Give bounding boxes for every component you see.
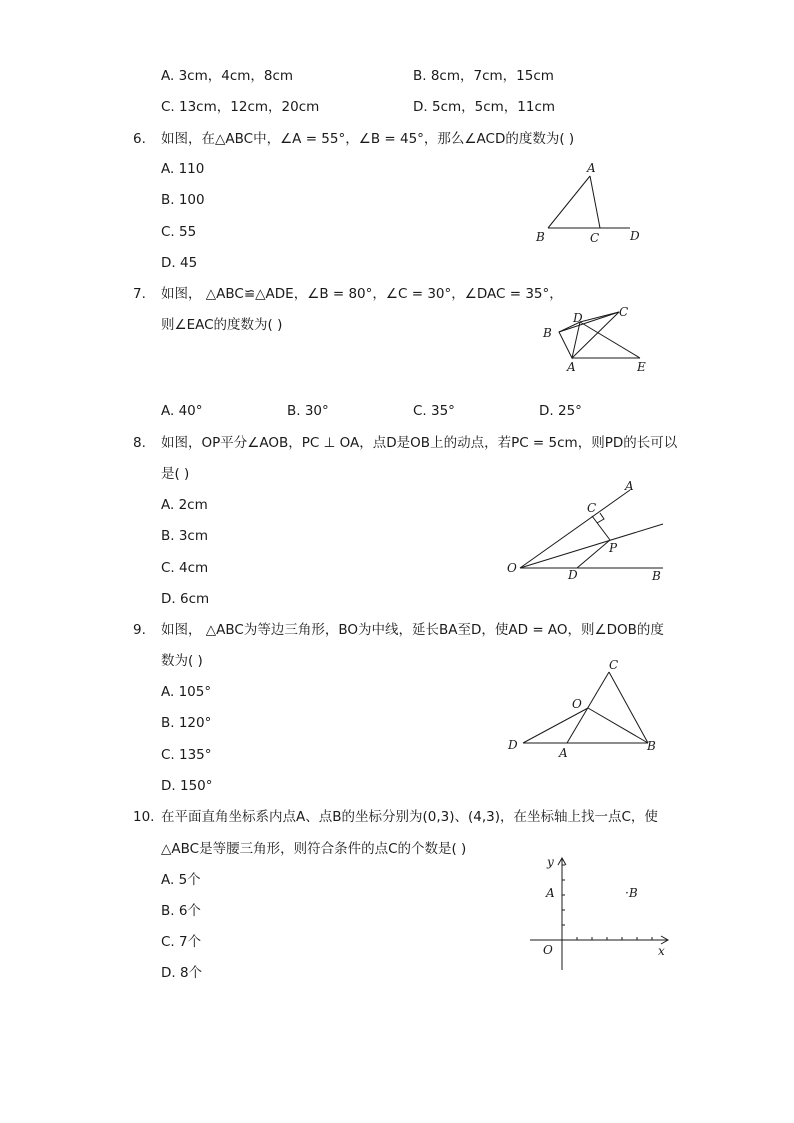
q8-angle-bisector-figure — [505, 478, 670, 588]
q6-option-b: B. 100 — [161, 192, 205, 208]
q10-stem-line2: △ABC是等腰三角形，则符合条件的点C的个数是( ) — [161, 841, 467, 857]
q9-option-b: B. 120° — [161, 715, 212, 731]
q8-number: 8. — [133, 435, 146, 451]
q8-option-b: B. 3cm — [161, 528, 209, 544]
q9-option-d: D. 150° — [161, 778, 213, 794]
q5-option-c: C. 13cm，12cm，20cm — [161, 99, 320, 115]
q10-label-a: A — [546, 886, 555, 900]
q7-label-c: C — [619, 305, 629, 319]
q8-label-c: C — [587, 501, 597, 515]
q9-option-a: A. 105° — [161, 684, 212, 700]
q5-option-a: A. 3cm，4cm，8cm — [161, 68, 294, 84]
q7-label-e: E — [637, 360, 646, 374]
q10-label-b: ·B — [625, 886, 638, 900]
q10-label-y: y — [547, 855, 554, 869]
q8-stem-line1: 如图，OP平分∠AOB，PC ⊥ OA，点D是OB上的动点，若PC = 5cm，则PD的长可以 — [161, 435, 678, 451]
q8-stem-line2: 是( ) — [161, 466, 190, 482]
q7-congruent-triangles-figure — [535, 300, 665, 380]
q9-label-a: A — [559, 746, 568, 760]
q7-stem-line2: 则∠EAC的度数为( ) — [161, 317, 283, 333]
q5-option-b: B. 8cm，7cm，15cm — [413, 68, 554, 84]
q9-stem-line2: 数为( ) — [161, 653, 203, 669]
q10-number: 10. — [133, 809, 155, 825]
q7-number: 7. — [133, 286, 146, 302]
q6-label-b: B — [536, 230, 545, 244]
q9-label-o: O — [572, 697, 582, 711]
q8-label-a: A — [625, 479, 634, 493]
q8-label-d: D — [568, 568, 578, 582]
q9-stem-line1: 如图， △ABC为等边三角形，BO为中线，延长BA至D，使AD = AO，则∠DOB的度 — [161, 622, 664, 638]
q9-equilateral-triangle-figure — [505, 655, 670, 765]
q7-option-d: D. 25° — [539, 403, 582, 419]
q6-label-d: D — [630, 229, 640, 243]
q7-option-b: B. 30° — [287, 403, 329, 419]
q8-option-c: C. 4cm — [161, 560, 209, 576]
q10-label-o: O — [543, 943, 553, 957]
q6-option-d: D. 45 — [161, 255, 198, 271]
q7-option-c: C. 35° — [413, 403, 455, 419]
q10-coordinate-plane-figure — [525, 850, 675, 975]
q9-label-b: B — [647, 739, 656, 753]
q6-label-c: C — [590, 231, 600, 245]
q6-option-a: A. 110 — [161, 161, 205, 177]
q7-stem-line1: 如图， △ABC≌△ADE，∠B = 80°，∠C = 30°，∠DAC = 35°， — [161, 286, 563, 302]
q10-label-x: x — [658, 944, 665, 958]
q9-option-c: C. 135° — [161, 747, 212, 763]
q10-option-d: D. 8个 — [161, 965, 203, 981]
q10-option-b: B. 6个 — [161, 903, 201, 919]
q9-label-d: D — [508, 738, 518, 752]
q6-option-c: C. 55 — [161, 224, 197, 240]
q8-label-o: O — [507, 561, 517, 575]
q9-label-c: C — [609, 658, 619, 672]
q8-label-b: B — [652, 569, 661, 583]
q7-label-b: B — [543, 326, 552, 340]
q10-stem-line1: 在平面直角坐标系内点A、点B的坐标分别为(0,3)、(4,3)，在坐标轴上找一点C，使 — [161, 809, 658, 825]
q8-label-p: P — [609, 541, 618, 555]
q8-option-d: D. 6cm — [161, 591, 210, 607]
q6-stem: 如图，在△ABC中，∠A = 55°，∠B = 45°，那么∠ACD的度数为( ) — [161, 131, 575, 147]
q8-option-a: A. 2cm — [161, 497, 208, 513]
q10-option-c: C. 7个 — [161, 934, 202, 950]
q5-option-d: D. 5cm，5cm，11cm — [413, 99, 556, 115]
q6-triangle-figure — [530, 158, 650, 248]
q7-label-d: D — [573, 311, 583, 325]
q10-option-a: A. 5个 — [161, 872, 201, 888]
q6-label-a: A — [587, 161, 596, 175]
q6-number: 6. — [133, 131, 146, 147]
q9-number: 9. — [133, 622, 146, 638]
q7-label-a: A — [567, 360, 576, 374]
q7-option-a: A. 40° — [161, 403, 203, 419]
q10-axis-ticks — [562, 865, 652, 940]
